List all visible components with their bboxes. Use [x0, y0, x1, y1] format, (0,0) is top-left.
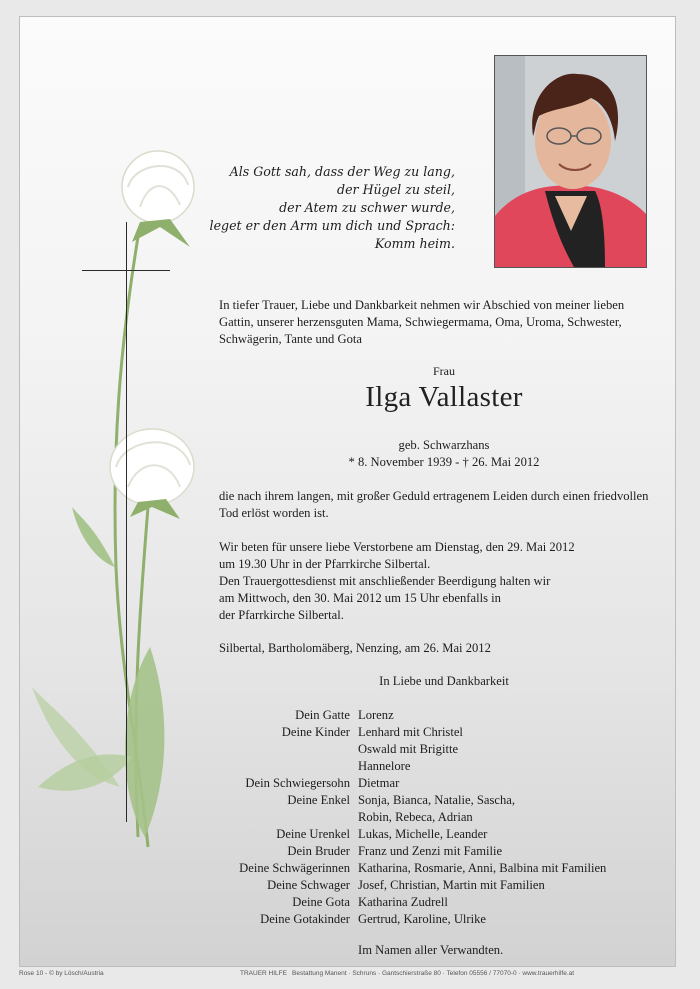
obituary-card	[19, 16, 676, 967]
relative-names: Katharina, Rosmarie, Anni, Balbina mit Familien	[358, 861, 607, 875]
service-line: Wir beten für unsere liebe Verstorbene am Dienstag, den 29. Mai 2012	[219, 540, 575, 554]
place-date: Silbertal, Bartholomäberg, Nenzing, am 26. Mai 2012	[219, 641, 491, 655]
relative-row	[170, 860, 670, 877]
portrait-photo	[494, 55, 647, 268]
relative-row	[170, 809, 670, 826]
cross-horizontal-bar	[82, 270, 170, 271]
relative-label: Deine Urenkel	[276, 827, 350, 841]
relative-row	[170, 911, 670, 928]
passing-text: die nach ihrem langen, mit großer Geduld ertragenem Leiden durch einen friedvollen Tod erlöst worden ist.	[219, 489, 649, 520]
relative-label: Dein Schwiegersohn	[245, 776, 350, 790]
relative-label: Deine Gota	[292, 895, 350, 909]
poem-line: Als Gott sah, dass der Weg zu lang,	[229, 164, 455, 179]
relative-row	[170, 724, 670, 741]
footer-brand: TRAUER HILFE	[240, 970, 287, 977]
relative-row	[170, 741, 670, 758]
relative-row	[170, 877, 670, 894]
relative-label: Deine Gotakinder	[260, 912, 350, 926]
relative-names: Oswald mit Brigitte	[358, 742, 459, 756]
relative-names: Lenhard mit Christel	[358, 725, 463, 739]
poem-line: der Hügel zu steil,	[337, 182, 455, 197]
service-line: um 19.30 Uhr in der Pfarrkirche Silbertal.	[219, 557, 431, 571]
relative-row	[170, 707, 670, 724]
service-line: am Mittwoch, den 30. Mai 2012 um 15 Uhr ebenfalls in	[219, 591, 501, 605]
footer-credit: Rose 10 - © by Lösch/Austria	[19, 970, 104, 977]
relative-row	[170, 775, 670, 792]
relative-names: Sonja, Bianca, Natalie, Sascha,	[358, 793, 516, 807]
relative-row	[170, 894, 670, 911]
relative-row	[170, 843, 670, 860]
relative-row	[170, 758, 670, 775]
life-dates: * 8. November 1939 - † 26. Mai 2012	[348, 455, 540, 469]
relative-names: Robin, Rebeca, Adrian	[358, 810, 473, 824]
relative-label: Dein Bruder	[287, 844, 350, 858]
relative-names: Dietmar	[358, 776, 400, 790]
closing-line: Im Namen aller Verwandten.	[358, 943, 504, 957]
relative-label: Deine Schwager	[267, 878, 350, 892]
birth-name: geb. Schwarzhans	[398, 438, 490, 452]
relative-label: Dein Gatte	[295, 708, 350, 722]
service-line: der Pfarrkirche Silbertal.	[219, 608, 344, 622]
relative-label: Deine Schwägerinnen	[239, 861, 350, 875]
relative-label	[170, 741, 358, 758]
service-info	[219, 539, 659, 624]
relative-names: Josef, Christian, Martin mit Familien	[358, 878, 545, 892]
salutation: Frau	[433, 364, 455, 378]
poem-line: Komm heim.	[374, 236, 455, 251]
relative-names: Lorenz	[358, 708, 394, 722]
cross-vertical-bar	[126, 222, 127, 822]
relatives-list	[170, 707, 670, 928]
relative-row	[170, 792, 670, 809]
relative-names: Hannelore	[358, 759, 411, 773]
relative-names: Katharina Zudrell	[358, 895, 448, 909]
poem	[160, 163, 455, 253]
love-line: In Liebe und Dankbarkeit	[379, 674, 509, 688]
footer-contact: Bestattung Manent · Schruns · Gantschierstraße 80 · Telefon 05556 / 77070-0 · www.trauerhilfe.at	[292, 970, 575, 977]
poem-line: leget er den Arm um dich und Sprach:	[209, 218, 455, 233]
intro-text: In tiefer Trauer, Liebe und Dankbarkeit nehmen wir Abschied von meiner lieben Gattin, unserer herzensguten Mama, Schwiegermama, Oma, Uroma, Schwester, Schwägerin, Tante und Gota	[219, 298, 625, 346]
relative-row	[170, 826, 670, 843]
deceased-name: Ilga Vallaster	[365, 381, 523, 413]
poem-line: der Atem zu schwer wurde,	[279, 200, 455, 215]
relative-names: Gertrud, Karoline, Ulrike	[358, 912, 486, 926]
relative-names: Lukas, Michelle, Leander	[358, 827, 488, 841]
relative-label: Deine Enkel	[287, 793, 350, 807]
relative-names: Franz und Zenzi mit Familie	[358, 844, 503, 858]
relative-label: Deine Kinder	[281, 725, 350, 739]
service-line: Den Trauergottesdienst mit anschließender Beerdigung halten wir	[219, 574, 551, 588]
relative-label	[170, 809, 358, 826]
relative-label	[170, 758, 358, 775]
